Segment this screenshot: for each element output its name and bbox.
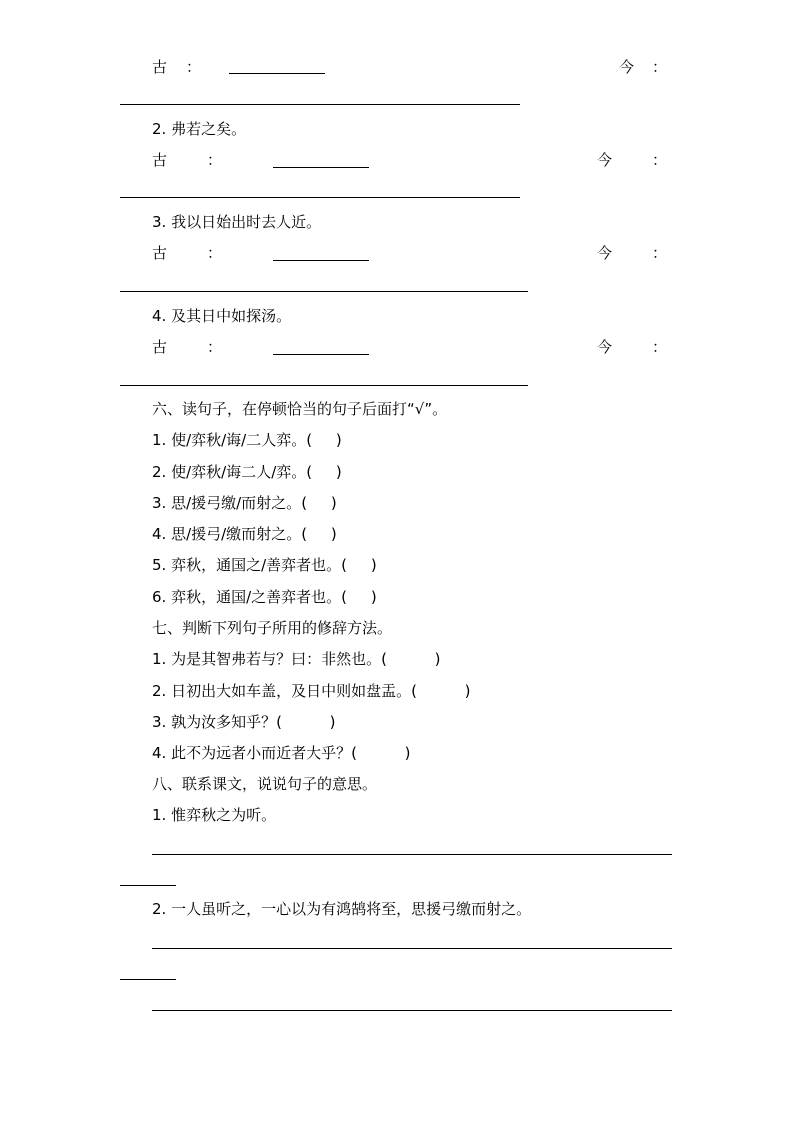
q3-gu-label: 古	[152, 244, 168, 262]
s7-item-2[interactable]: 2. 日初出大如车盖，及日中则如盘盂。( )	[152, 682, 471, 700]
s8-q1-answer-line-end[interactable]	[120, 885, 176, 886]
q1-gu-answer-line[interactable]	[229, 73, 325, 74]
section-7-title: 七、判断下列句子所用的修辞方法。	[152, 619, 393, 637]
q3-jin-colon: ：	[652, 244, 668, 262]
s8-q1-answer-line[interactable]	[152, 854, 672, 855]
s8-question-2: 2. 一人虽听之，一心以为有鸿鹄将至，思援弓缴而射之。	[152, 900, 532, 918]
q2-text: 2. 弗若之矣。	[152, 120, 247, 138]
q1-gu-label: 古	[152, 58, 168, 76]
s7-item-1[interactable]: 1. 为是其智弗若与？曰：非然也。( )	[152, 650, 441, 668]
q3-jin-answer-line[interactable]	[120, 291, 528, 292]
s6-item-6[interactable]: 6. 弈秋，通国/之善弈者也。( )	[152, 588, 377, 606]
q3-jin-label: 今	[597, 244, 613, 262]
section-6-title: 六、读句子，在停顿恰当的句子后面打“√”。	[152, 400, 448, 418]
q4-jin-colon: ：	[652, 338, 668, 356]
q4-gu-label: 古	[152, 338, 168, 356]
s6-item-4[interactable]: 4. 思/援弓/缴而射之。( )	[152, 525, 337, 543]
q2-jin-colon: ：	[652, 151, 668, 169]
s8-question-1: 1. 惟弈秋之为听。	[152, 806, 277, 824]
q4-gu-colon: ：	[207, 338, 223, 356]
q1-jin-colon: ：	[652, 58, 668, 76]
q2-gu-colon: ：	[207, 151, 223, 169]
s8-q2-answer-line[interactable]	[152, 948, 672, 949]
s6-item-5[interactable]: 5. 弈秋，通国之/善弈者也。( )	[152, 556, 377, 574]
s7-item-3[interactable]: 3. 孰为汝多知乎？( )	[152, 713, 336, 731]
q4-gu-answer-line[interactable]	[273, 354, 369, 355]
s8-q2-answer-line-2[interactable]	[152, 1010, 672, 1011]
q2-jin-answer-line[interactable]	[120, 197, 520, 198]
section-8-title: 八、联系课文，说说句子的意思。	[152, 775, 378, 793]
q3-gu-colon: ：	[207, 244, 223, 262]
s8-q2-answer-line-end[interactable]	[120, 979, 176, 980]
s6-item-3[interactable]: 3. 思/援弓缴/而射之。( )	[152, 494, 337, 512]
q1-jin-label: 今	[619, 58, 635, 76]
q1-gu-colon: ：	[186, 58, 202, 76]
q2-jin-label: 今	[597, 151, 613, 169]
s6-item-1[interactable]: 1. 使/弈秋/诲/二人弈。( )	[152, 431, 342, 449]
q2-gu-label: 古	[152, 151, 168, 169]
q4-jin-answer-line[interactable]	[120, 385, 528, 386]
q1-jin-answer-line[interactable]	[120, 104, 520, 105]
s7-item-4[interactable]: 4. 此不为远者小而近者大乎？( )	[152, 744, 411, 762]
q4-text: 4. 及其日中如探汤。	[152, 307, 292, 325]
q2-gu-answer-line[interactable]	[273, 167, 369, 168]
q3-text: 3. 我以日始出时去人近。	[152, 213, 322, 231]
q3-gu-answer-line[interactable]	[273, 260, 369, 261]
q4-jin-label: 今	[597, 338, 613, 356]
s6-item-2[interactable]: 2. 使/弈秋/诲二人/弈。( )	[152, 463, 342, 481]
